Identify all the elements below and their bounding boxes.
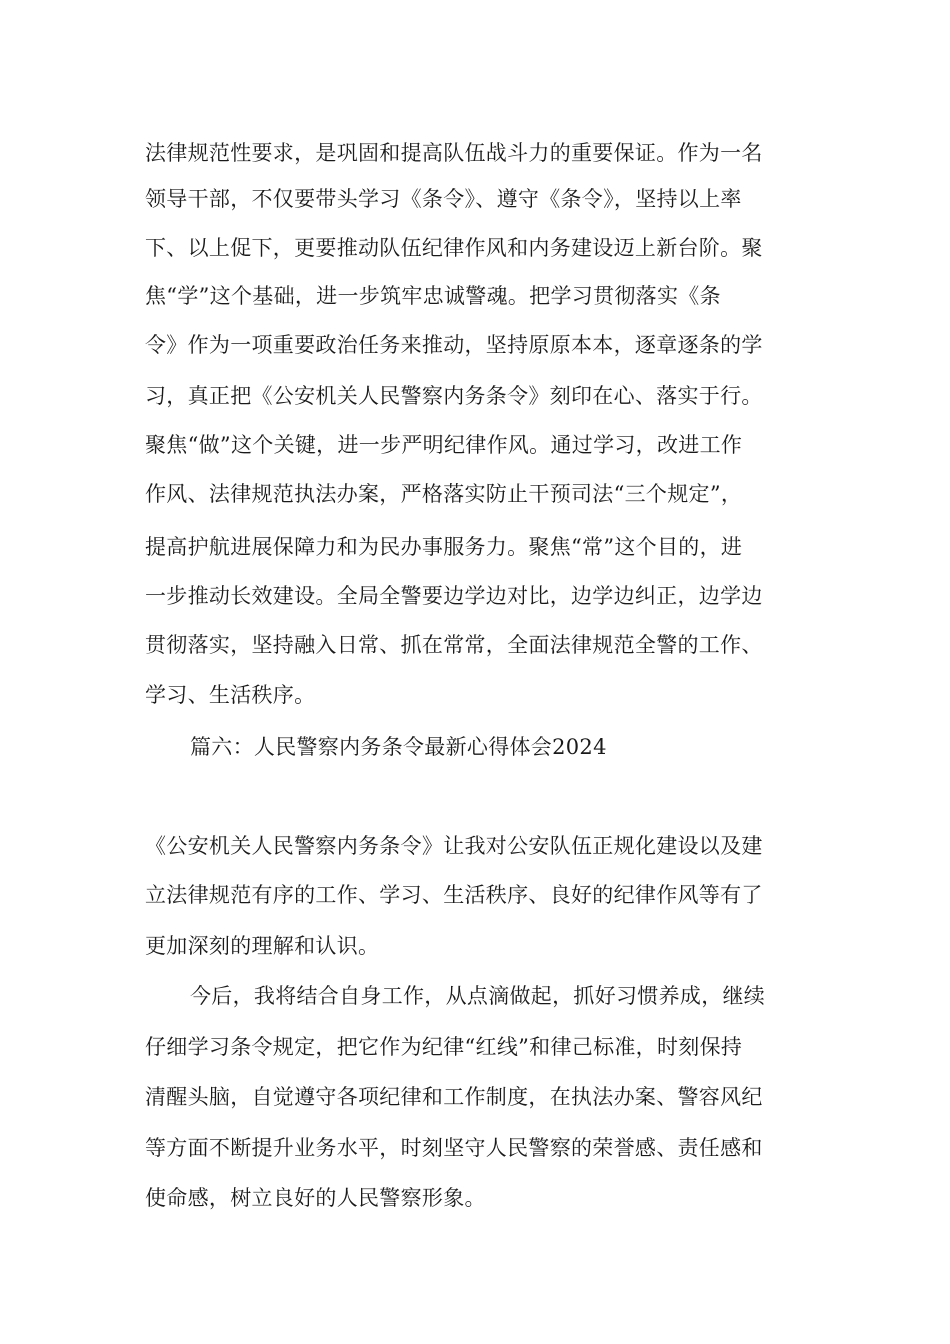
paragraph-2-line-2: 立法律规范有序的工作、学习、生活秩序、良好的纪律作风等有了 [145, 883, 763, 907]
section-heading: 篇六：人民警察内务条令最新心得体会2024 [190, 735, 607, 759]
paragraph-3-line-3: 清醒头脑，自觉遵守各项纪律和工作制度，在执法办案、警容风纪 [145, 1085, 763, 1109]
paragraph-1-line-10: 一步推动长效建设。全局全警要边学边对比，边学边纠正，边学边 [145, 584, 763, 608]
paragraph-2-line-1: 《公安机关人民警察内务条令》让我对公安队伍正规化建设以及建 [145, 834, 763, 858]
paragraph-1-line-9: 提高护航进展保障力和为民办事服务力。聚焦“常”这个目的，进 [145, 535, 743, 559]
paragraph-1-line-8: 作风、法律规范执法办案，严格落实防止干预司法“三个规定”， [145, 482, 743, 506]
paragraph-1-line-7: 聚焦“做”这个关键，进一步严明纪律作风。通过学习，改进工作 [145, 433, 743, 457]
paragraph-1-line-3: 下、以上促下，更要推动队伍纪律作风和内务建设迈上新台阶。聚 [145, 236, 763, 260]
paragraph-3-line-4: 等方面不断提升业务水平，时刻坚守人民警察的荣誉感、责任感和 [145, 1136, 763, 1160]
paragraph-1-line-2: 领导干部，不仅要带头学习《条令》、遵守《条令》，坚持以上率 [145, 187, 742, 211]
paragraph-1-line-12: 学习、生活秩序。 [145, 683, 316, 707]
paragraph-3-line-1: 今后，我将结合自身工作，从点滴做起，抓好习惯养成，继续 [190, 984, 766, 1008]
paragraph-1-line-6: 习，真正把《公安机关人民警察内务条令》刻印在心、落实于行。 [145, 384, 763, 408]
paragraph-3-line-5: 使命感，树立良好的人民警察形象。 [145, 1186, 486, 1210]
paragraph-1-line-1: 法律规范性要求，是巩固和提高队伍战斗力的重要保证。作为一名 [145, 141, 763, 165]
paragraph-3-line-2: 仔细学习条令规定，把它作为纪律“红线”和律己标准，时刻保持 [145, 1035, 743, 1059]
paragraph-2-line-3: 更加深刻的理解和认识。 [145, 934, 380, 958]
paragraph-1-line-4: 焦“学”这个基础，进一步筑牢忠诚警魂。把学习贯彻落实《条 [145, 284, 721, 308]
paragraph-1-line-5: 令》作为一项重要政治任务来推动，坚持原原本本，逐章逐条的学 [145, 333, 763, 357]
paragraph-1-line-11: 贯彻落实，坚持融入日常、抓在常常，全面法律规范全警的工作、 [145, 633, 763, 657]
